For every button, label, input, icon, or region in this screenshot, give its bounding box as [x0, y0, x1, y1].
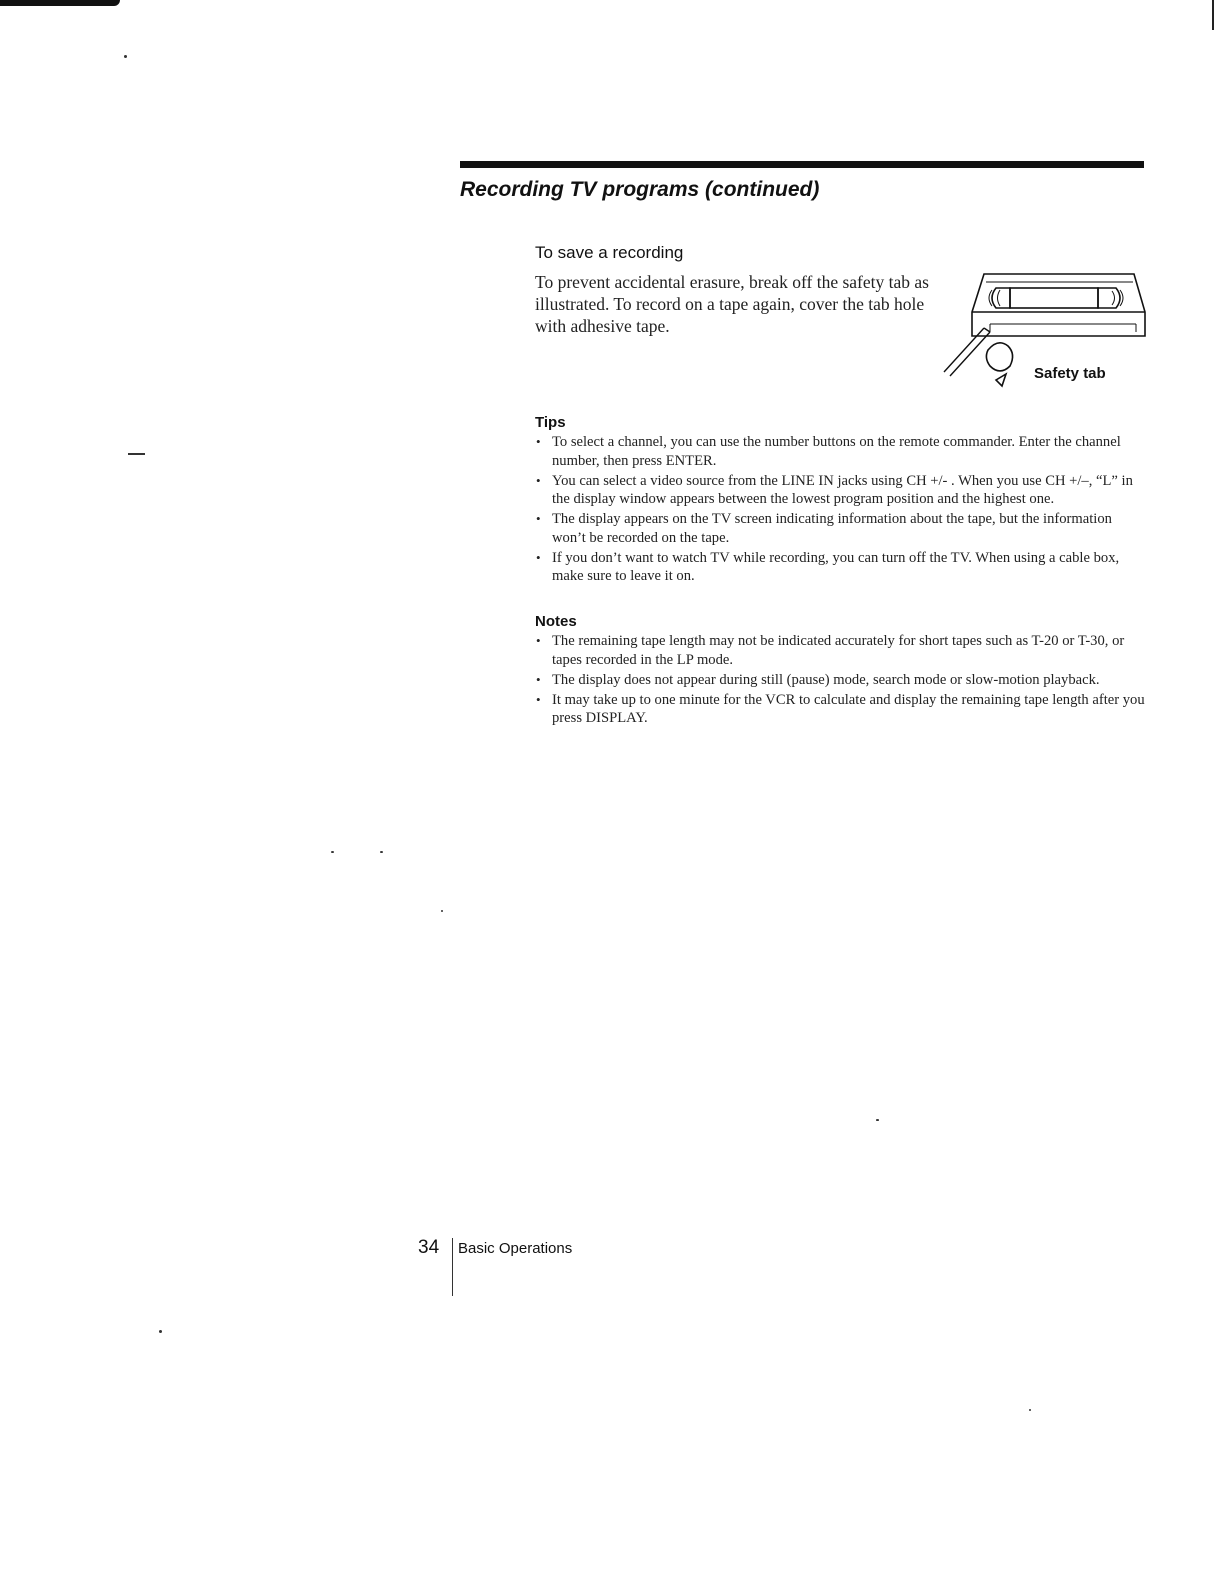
- notes-heading: Notes: [535, 613, 577, 630]
- scan-speck: [331, 851, 334, 853]
- scan-mark-top-left: [0, 0, 120, 6]
- safety-tab-label: Safety tab: [1034, 365, 1106, 382]
- tips-list: [535, 433, 1145, 587]
- scan-speck: [876, 1119, 879, 1121]
- tip-item: • To select a channel, you can use the number buttons on the remote commander. Enter the channel number, then press ENTER.: [535, 433, 1145, 470]
- scan-edge-right: [1212, 0, 1214, 30]
- section-title: Recording TV programs (continued): [460, 178, 820, 201]
- tape-window: [1010, 288, 1098, 308]
- cassette-body: [972, 274, 1145, 336]
- save-recording-heading: To save a recording: [535, 243, 684, 262]
- scan-speck: [441, 910, 443, 912]
- footer-divider: [452, 1238, 453, 1296]
- scan-speck: [1029, 1409, 1031, 1411]
- scan-speck: [380, 851, 383, 853]
- note-item: • The display does not appear during still (pause) mode, search mode or slow-motion playback.: [535, 671, 1145, 690]
- tip-item: • The display appears on the TV screen indicating information about the tape, but the information won’t be recorded on the tape.: [535, 510, 1145, 547]
- right-reel-window: [1098, 288, 1120, 308]
- save-recording-body: To prevent accidental erasure, break off the safety tab as illustrated. To record on a tape again, cover the tab hole with adhesive tape.: [535, 272, 929, 336]
- tips-heading: Tips: [535, 414, 566, 431]
- tip-item: • You can select a video source from the LINE IN jacks using CH +/- . When you use CH +/–, “L” in the display window appears between the lowest program position and the highest one.: [535, 472, 1145, 509]
- note-item: • It may take up to one minute for the VCR to calculate and display the remaining tape length after you press DISPLAY.: [535, 691, 1145, 728]
- scan-dash: [128, 453, 145, 455]
- scan-speck: [159, 1330, 162, 1333]
- scan-speck: [124, 55, 127, 58]
- notes-list: [535, 632, 1145, 729]
- broken-tab: [986, 343, 1012, 371]
- page-number: 34: [418, 1237, 440, 1258]
- tip-item: • If you don’t want to watch TV while recording, you can turn off the TV. When using a cable box, make sure to leave it on.: [535, 549, 1145, 586]
- left-reel-window: [992, 288, 1010, 308]
- note-item: • The remaining tape length may not be indicated accurately for short tapes such as T-20 or T-30, or tapes recorded in the LP mode.: [535, 632, 1145, 669]
- footer-section-name: Basic Operations: [458, 1240, 573, 1257]
- section-rule: [460, 161, 1144, 168]
